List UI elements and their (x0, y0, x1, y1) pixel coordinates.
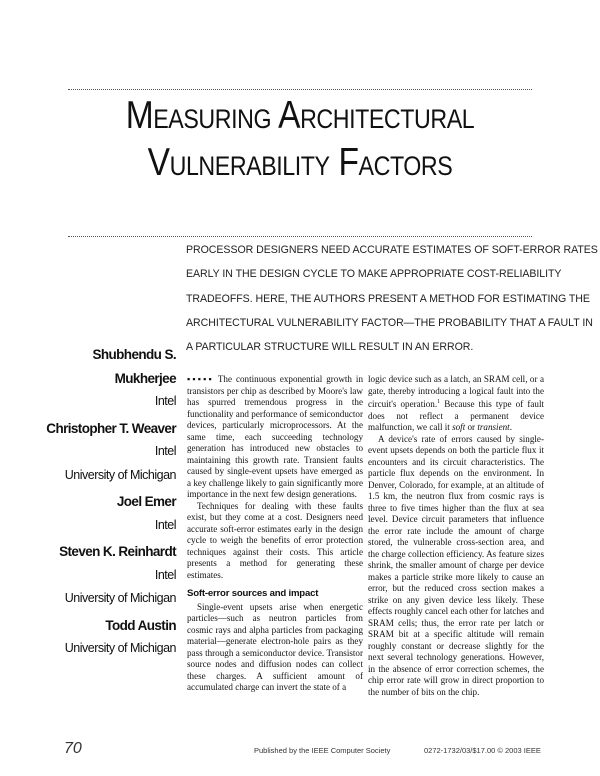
author-affiliation: University of Michigan (64, 591, 176, 605)
top-dotted-rule (68, 89, 532, 90)
author-affiliation: Intel (154, 567, 176, 582)
deck-line: ARCHITECTURAL VULNERABILITY FACTOR—THE PROBABILITY THAT A FAULT IN (186, 316, 593, 329)
deck-line: PROCESSOR DESIGNERS NEED ACCURATE ESTIMATES OF SOFT-ERROR RATES (186, 244, 598, 256)
deck-line: A PARTICULAR STRUCTURE WILL RESULT IN AN ERROR. (186, 341, 474, 354)
footnote-marker: 1 (437, 399, 441, 405)
author-affiliation: Intel (154, 517, 176, 532)
body-paragraph: Single-event upsets arise when energetic particles—such as neutron particles from cosmic rays and alpha particles from packaging material—generate electron-hole pairs as they pass through a semiconductor device. Transistor source nodes and diffusion nodes can collect these charges. A sufficient amount of accumulated charge can invert the state of a (187, 601, 363, 692)
author-name: Shubhendu S. (92, 347, 176, 362)
body-column-right (368, 374, 544, 698)
author-affiliation: Intel (154, 444, 176, 458)
body-paragraph (187, 374, 363, 501)
author-affiliation: University of Michigan (64, 641, 176, 655)
author-name: Christopher T. Weaver (46, 420, 176, 436)
lead-marker: ▪▪▪▪▪ (187, 374, 214, 384)
paragraph-text: Because this type of fault does not reflect a permanent device malfunction, we call it (368, 399, 545, 433)
article-title-line-2: Vulnerability Factors (147, 141, 453, 184)
deck-line: EARLY IN THE DESIGN CYCLE TO MAKE APPROPRIATE COST-RELIABILITY (186, 268, 562, 281)
author-name: Steven K. Reinhardt (59, 544, 176, 559)
paragraph-text: or (465, 422, 478, 433)
section-heading: Soft-error sources and impact (187, 588, 319, 599)
body-paragraph (368, 374, 544, 434)
author-list (30, 343, 176, 661)
article-deck (186, 238, 598, 359)
paragraph-text: logic device such as a latch, an SRAM cell, or a gate, thereby introducing a logical fault into the circuit's operation. (368, 374, 544, 410)
document-id: 0272-1732/03/$17.00 © 2003 IEEE (424, 746, 541, 755)
article-title-line-1: Measuring Architectural (125, 94, 475, 137)
body-column-left (187, 374, 363, 694)
author-affiliation: Intel (154, 394, 176, 408)
emphasis-text: transient (477, 422, 510, 433)
deck-line: TRADEOFFS. HERE, THE AUTHORS PRESENT A METHOD FOR ESTIMATING THE (186, 292, 590, 305)
body-paragraph: A device's rate of errors caused by single-event upsets depends on both the particle flux it encounters and its circuit characteristics. The particle flux depends on the environment. In Denver, Colorado, for example, at an altitude of 1.5 km, the neutron flux from cosmic rays is three to five times higher than the flux at sea level. Device circuit parameters that influence the error rate include the amount of charge stored, the vulnerable cross-section area, and the charge collection efficiency. As feature sizes shrink, the smaller amount of charge per device makes a particle strike more likely to cause an error, but the reduced cross section makes a strike on any given device less likely. These effects roughly cancel each other for latches and SRAM cells; thus, the error rate per latch or SRAM bit at a specific altitude will remain roughly constant or decrease slightly for the next several technology generations. However, in the absence of error correction schemes, the chip error rate will grow in direct proportion to the number of bits on the chip. (368, 433, 544, 697)
author-name: Mukherjee (114, 370, 176, 386)
page-number: 70 (64, 740, 82, 757)
author-affiliation: University of Michigan (64, 467, 176, 482)
middle-dotted-rule (68, 236, 532, 237)
body-paragraph: Techniques for dealing with these faults exist, but they come at a cost. Designers need accurate soft-error estimates early in the design cycle to weigh the benefits of error protection techniques against their costs. This article presents a method for generating these estimates. (187, 500, 363, 580)
emphasis-text: soft (452, 422, 466, 433)
paragraph-text: . (509, 422, 512, 433)
paragraph-text: The continuous exponential growth in transistors per chip as described by Moore's law has spurred tremendous progress in the functionality and performance of semiconductor devices, particularly microprocessors. At the same time, each succeeding technology generation has introduced new obstacles to maintaining this growth rate. Transient faults caused by single-event upsets have emerged as a key challenge likely to gain significantly more importance in the next few design generations. (187, 374, 364, 499)
author-name: Joel Emer (116, 494, 176, 509)
publisher-line: Published by the IEEE Computer Society (254, 746, 391, 755)
author-name: Todd Austin (105, 617, 176, 633)
